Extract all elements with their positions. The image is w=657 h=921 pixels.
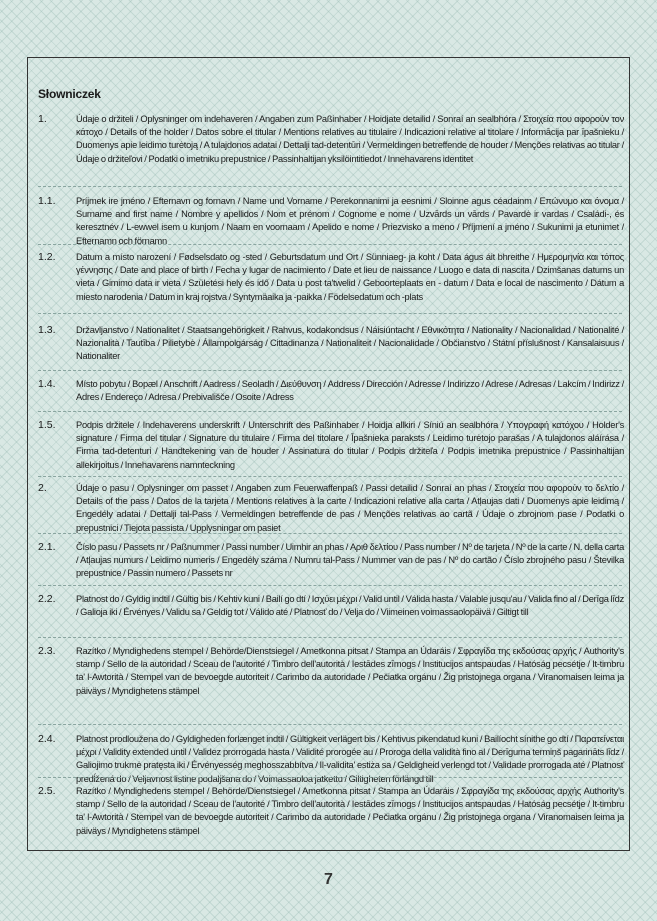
- entry-1-3: [38, 324, 624, 364]
- entry-number: 2.2.: [38, 593, 56, 605]
- entry-2-3: [38, 645, 624, 698]
- entry-text: Razítko / Myndighedens stempel / Behörde/Dienstsiegel / Ametkonna pitsat / Stampa an Údaráis / Σφραγίδα της εκδούσας αρχής / Authority's stamp / Sello de la autoridad / Sceau de l'autorité / Timbro dell'autorità / Iestādes zīmogs / Institucijos antspaudas / Hatóság pecsétje / It-timbru ta' l-Awtorità / Stempel van de bevoegde autoriteit / Carimbo da autoridade / Pečiatka orgánu / Žig pristojnega organa / Viranomaisen leima ja päiväys / Myndighetens stämpel: [76, 646, 624, 696]
- entry-2-1: [38, 541, 624, 581]
- entry-1-1: [38, 195, 624, 248]
- entry-1-2: [38, 251, 624, 304]
- entry-text: Údaje o pasu / Oplysninger om passet / Angaben zum Feuerwaffenpaß / Passi detailid / Sonraí an phas / Στοιχεία που αφορούν το δελτίο / Details of the pass / Datos de la tarjeta / Mentions relatives à la carte / Indicazioni relative alla carta / Atļaujas dati / Duomenys apie leidimą / Engedély adatai / Dettalji tal-Pass / Vermeldingen betreffende de pas / Menções relativas ao cartã / Údaje o zbrojnom pase / Podatki o prepustnici / Tiejota passista / Upplysningar om pasiet: [76, 483, 624, 533]
- entry-number: 1.: [38, 113, 47, 125]
- entry-text: Platnost do / Gyldig indtil / Gültig bis / Kehtiv kuni / Bailí go dtí / Ισχύει μέχρι / Valid until / Válida hasta / Valable jusqu'au / Valida fino al / Derīga līdz / Galioja iki / Érvényes / Validu sa / Geldig tot / Válido até / Platnosť do / Velja do / Viimeinen voimassaolopäivä / Giltigt till: [76, 594, 624, 618]
- entry-text: Državljanstvo / Nationalitet / Staatsangehörigkeit / Rahvus, kodakondsus / Náisiúntacht / Εθνικότητα / Nationality / Nacionalidad / Nationalité / Nazionalità / Tautība / Pilietybė / Állampolgárság / Cittadinanza / Nationaliteit / Nacionalidade / Občianstvo / Státní příslušnost / Kansalaisuus / Nationaliter: [76, 325, 624, 362]
- entry-text: Podpis držitele / Indehaverens underskrift / Unterschrift des Paßinhaber / Hoidja allkiri / Síniú an sealbhóra / Υπογραφή κατόχου / Holder's signature / Firma del titular / Signature du titulaire / Firma del titolare / Īpašnieka paraksts / Leidimo turėtojo parašas / A tulajdonos aláírása / Firma tad-detenturi / Handtekening van de houder / Assinatura do titular / Podpis držiteľa / Podpis imetnika prepustnice / Passinhaltijan allekirjoitus / Innehavarens namnteckning: [76, 420, 624, 470]
- entry-text: Datum a místo narození / Fødselsdato og -sted / Geburtsdatum und Ort / Sünniaeg- ja koht / Data águs áit bhreithe / Ημερομηνία και τόπος γέννησης / Date and place of birth / Fecha y lugar de nacimiento / Date et lieu de naissance / Luogo e data di nascita / Dzimšanas datums un vieta / Gimimo data ir vieta / Születési hely és idő / Data u post ta'twelid / Geboorteplaats en - datum / Data e local de nascimento / Dátum a miesto narodenia / Datum in kraj rojstva / Syntymäaika ja -paikka / Födelsedatum och -plats: [76, 252, 624, 302]
- entry-2-5: [38, 785, 624, 838]
- entry-text: Číslo pasu / Passets nr / Paßnummer / Passi number / Uimhir an phas / Αριθ δελτίου / Pass number / Nº de tarjeta / Nº de la carte / N. della carta / Atļaujas numurs / Leidimo numeris / Engedély száma / Numru tal-Pass / Nummer van de pas / Nº do cartão / Číslo zbrojného pasu / Številka prepustnice / Passin numero / Passets nr: [76, 542, 624, 579]
- entry-number: 2.3.: [38, 645, 56, 657]
- entry-2-2: [38, 593, 624, 619]
- entry-number: 2.1.: [38, 541, 56, 553]
- entry-1-5: [38, 419, 624, 472]
- entry-number: 1.3.: [38, 324, 56, 336]
- entry-text: Místo pobytu / Bopæl / Anschrift / Aadress / Seoladh / Διεύθυνση / Address / Dirección / Adresse / Indirizzo / Adrese / Adresas / Lakcím / Indirizz / Adres / Endereço / Adresa / Prebivališče / Osoite / Adress: [76, 379, 624, 403]
- divider: [38, 244, 622, 245]
- entry-number: 1.1.: [38, 195, 56, 207]
- entry-number: 1.4.: [38, 378, 56, 390]
- divider: [38, 186, 622, 187]
- entry-number: 1.5.: [38, 419, 56, 431]
- entry-number: 1.2.: [38, 251, 56, 263]
- entry-number: 2.4.: [38, 733, 56, 745]
- divider: [38, 411, 622, 412]
- divider: [38, 637, 622, 638]
- divider: [38, 533, 622, 534]
- entry-text: Razítko / Myndighedens stempel / Behörde/Dienstsiegel / Ametkonna pitsat / Stampa an Údaráis / Σφραγίδα της εκδούσας αρχής Authority's stamp / Sello de la autoridad / Sceau de l'autorité / Timbro dell'autorità / Iestādes zīmogs / Institucijos antspaudas / Hatóság pecsétje / It-timbru ta' l-Awtorità / Stempel van de bevoegde autoriteit / Carimbo da autoridade / Pečiatka orgánu / Žig pristojnega organa / Viranomaisen leima ja päiväys / Myndighetens stämpel: [76, 786, 624, 836]
- entry-number: 2.5.: [38, 785, 56, 797]
- entry-text: Platnost prodloužena do / Gyldigheden forlænget indtil / Gültigkeit verlägert bis / Kehtivus pikendatud kuni / Bailíocht sínithe go dtí / Παρατείνεται μέχρι / Validity extended until / Validez prorrogada hasta / Validité prorogée au / Proroga della validità fino al / Derīguma termiņš pagarināts līdz / Galiojimo trukmė pratęsta iki / Érvényesség meghosszabbítva / Il-validita' estiża sa / Geldigheid verlengd tot / Validade prorrogada até / Platnosť predĺžená do / Veljavnost listine podaljšana do / Voimassaoloa jatkettu / Giltigheten förlängd till: [76, 734, 624, 784]
- divider: [38, 724, 622, 725]
- page-title: Słowniczek: [38, 87, 101, 101]
- entry-1: [38, 113, 624, 166]
- divider: [38, 585, 622, 586]
- divider: [38, 476, 622, 477]
- entry-1-4: [38, 378, 624, 404]
- divider: [38, 370, 622, 371]
- entry-text: Príjmek ire jméno / Efternavn og fornavn / Name und Vorname / Perekonnanimi ja eesnimi / Sloinne agus céadainm / Επώνυμο και όνομα / Surname and first name / Nombre y apellidos / Nom et prénom / Cognome e nome / Uzvārds un vārds / Pavardė ir vardas / Családi-, és keresztnév / L-ewwel isem u kunjom / Naam en voornaam / Apelido e nome / Priezvisko a meno / Příjmení a jméno / Sukunimi ja etunimet / Efternamn och förnamn: [76, 196, 624, 246]
- divider: [38, 777, 622, 778]
- entry-text: Údaje o držiteli / Oplysninger om indehaveren / Angaben zum Paßinhaber / Hoidjate detailid / Sonraí an sealbhóra / Στοιχεία που αφορούν τον κάτοχο / Details of the holder / Datos sobre el titular / Mentions relatives au titulaire / Indicazioni relative al titolare / Informācija par īpašnieku / Duomenys apie leidimo turėtoją / A tulajdonos adatai / Dettalji tad-detentūri / Vermeldingen betreffende de houder / Menções relativas ao titular / Údaje o držiteľovi / Podatki o imetniku prepustnice / Passinhaltijan yksilöintitiedot / Innehavarens identitet: [76, 114, 624, 164]
- divider: [38, 313, 622, 314]
- page-number: 7: [324, 871, 333, 888]
- entry-number: 2.: [38, 482, 47, 494]
- entry-2: [38, 482, 624, 535]
